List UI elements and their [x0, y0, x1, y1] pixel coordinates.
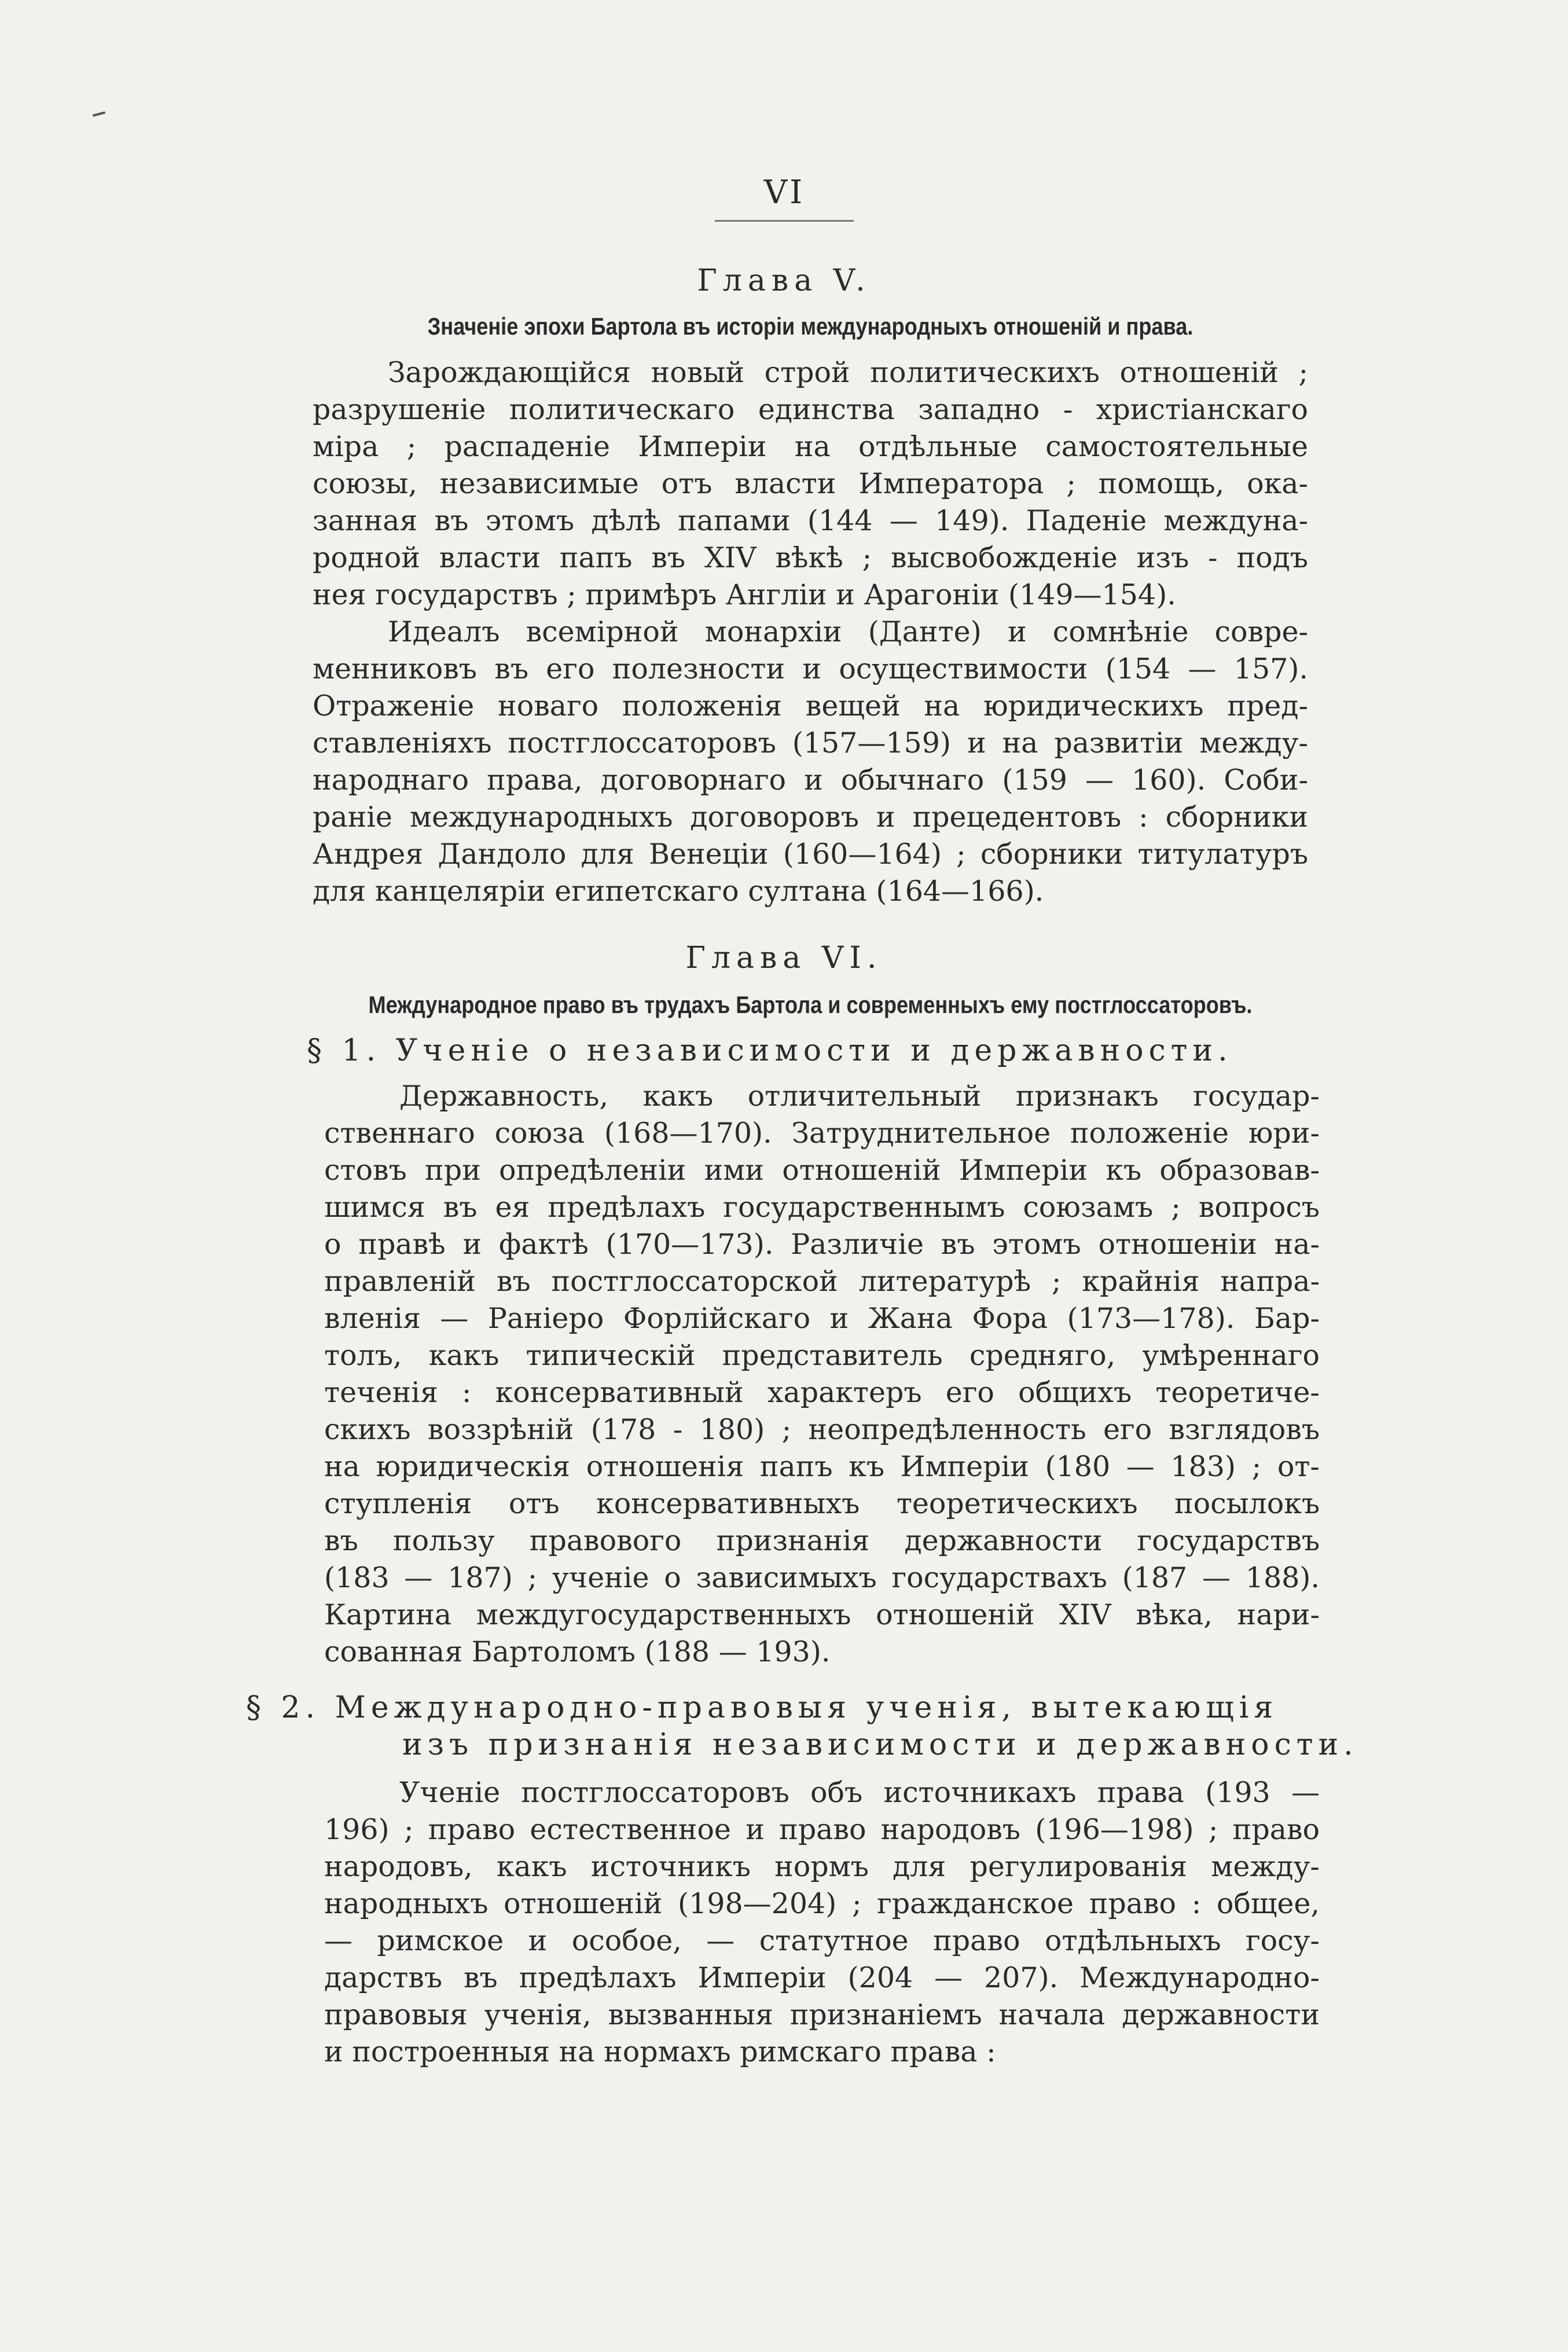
text-line: Андрея Дандоло для Венецiи (160—164) ; сборники титулатуръ	[313, 838, 1308, 871]
text-line: правовыя ученiя, вызванныя признанiемъ начала державности	[324, 1998, 1320, 2031]
text-line: стовъ при опредѣленiи ими отношенiй Имперiи къ образовав-	[324, 1154, 1320, 1187]
section-2-title	[246, 1690, 1398, 1762]
text-line: ственнаго союза (168—170). Затруднительное положенiе юри-	[324, 1117, 1320, 1150]
text-line: разрушенiе политическаго единства западно - христiанскаго	[313, 393, 1308, 426]
text-line: о правѣ и фактѣ (170—173). Различiе въ этомъ отношенiи на-	[324, 1228, 1320, 1261]
section-title-line: § 2. Международно-правовыя ученiя, вытекающiя	[246, 1690, 1279, 1725]
text-line: на юридическiя отношенiя папъ къ Имперiи (180 — 183) ; от-	[324, 1450, 1320, 1483]
text-line: менниковъ въ его полезности и осуществимости (154 — 157).	[313, 652, 1308, 685]
text-line: дарствъ въ предѣлахъ Имперiи (204 — 207). Международно-	[324, 1961, 1320, 1994]
text-line: ставленiяхъ постглоссаторовъ (157—159) и на развитiи между-	[313, 726, 1308, 759]
text-line: (183 — 187) ; ученiе о зависимыхъ государствахъ (187 — 188).	[324, 1561, 1320, 1594]
text-line: шимся въ ея предѣлахъ государственнымъ союзамъ ; вопросъ	[324, 1191, 1320, 1224]
section-1-paragraph	[324, 1078, 1320, 1671]
text-line: занная въ этомъ дѣлѣ папами (144 — 149). Паденiе междуна-	[313, 504, 1308, 537]
text-line: 196) ; право естественное и право народовъ (196—198) ; право	[324, 1813, 1320, 1846]
text-line: народнаго права, договорнаго и обычнаго (159 — 160). Соби-	[313, 764, 1308, 797]
text-line: ступленiя отъ консервативныхъ теоретическихъ посылокъ	[324, 1487, 1320, 1520]
chapter-5-paragraph-1	[313, 354, 1308, 614]
chapter-6-heading: Глава VI.	[685, 941, 883, 975]
ink-mark	[93, 111, 105, 117]
section-2-paragraph	[324, 1774, 1320, 2071]
text-line: нея государствъ ; примѣръ Англiи и Арагонiи (149—154).	[313, 578, 1176, 611]
text-line: родной власти папъ въ XIV вѣкѣ ; высвобожденiе изъ - подъ	[313, 541, 1308, 574]
chapter-6-subtitle: Международное право въ трудахъ Бартола и современныхъ ему постглоссаторовъ.	[368, 991, 1253, 1018]
chapter-5-subtitle: Значенiе эпохи Бартола въ исторiи международныхъ отношенiй и права.	[427, 313, 1194, 340]
section-1-title	[307, 1033, 1233, 1068]
section-title-line: изъ признанiя независимости и державности.	[402, 1727, 1358, 1762]
text-line: мiра ; распаденiе Имперiи на отдѣльные самостоятельные	[313, 430, 1308, 463]
page-number-rule	[715, 220, 854, 222]
text-line: толъ, какъ типическiй представитель средняго, умѣреннаго	[324, 1339, 1320, 1372]
text-line: — римское и особое, — статутное право отдѣльныхъ госу-	[324, 1924, 1320, 1957]
text-line: въ пользу правового признанiя державности государствъ	[324, 1524, 1320, 1557]
text-line: народныхъ отношенiй (198—204) ; гражданское право : общее,	[324, 1887, 1320, 1920]
text-line: и построенныя на нормахъ римскаго права :	[324, 2035, 996, 2068]
text-line: правленiй въ постглоссаторской литературѣ ; крайнiя напра-	[324, 1265, 1320, 1298]
text-line: Ученiе постглоссаторовъ объ источникахъ права (193 —	[399, 1776, 1320, 1809]
text-line: скихъ воззрѣнiй (178 - 180) ; неопредѣленность его взглядовъ	[324, 1413, 1320, 1446]
text-line: ранiе международныхъ договоровъ и прецедентовъ : сборники	[313, 801, 1308, 834]
page-number: VI	[763, 174, 805, 211]
chapter-5-heading: Глава V.	[697, 263, 871, 298]
text-line: вленiя — Ранiеро Форлiйскаго и Жана Фора (173—178). Бар-	[324, 1302, 1320, 1335]
section-title-line: § 1. Ученiе о независимости и державности.	[307, 1033, 1233, 1068]
text-line: народовъ, какъ источникъ нормъ для регулированiя между-	[324, 1850, 1320, 1883]
text-line: союзы, независимые отъ власти Императора ; помощь, ока-	[313, 467, 1308, 500]
text-line: Зарождающiйся новый строй политическихъ отношенiй ;	[388, 356, 1308, 389]
text-line: Державность, какъ отличительный признакъ государ-	[399, 1080, 1320, 1113]
text-line: Идеалъ всемiрной монархiи (Данте) и сомнѣнiе совре-	[388, 615, 1308, 648]
chapter-5-paragraph-2	[313, 614, 1308, 910]
text-line: Картина междугосударственныхъ отношенiй XIV вѣка, нари-	[324, 1598, 1320, 1631]
text-line: теченiя : консервативный характеръ его общихъ теоретиче-	[324, 1376, 1320, 1409]
text-line: сованная Бартоломъ (188 — 193).	[324, 1635, 831, 1668]
text-line: Отраженiе новаго положенiя вещей на юридическихъ пред-	[313, 689, 1308, 722]
text-line: для канцелярiи египетскаго султана (164—166).	[313, 875, 1044, 908]
